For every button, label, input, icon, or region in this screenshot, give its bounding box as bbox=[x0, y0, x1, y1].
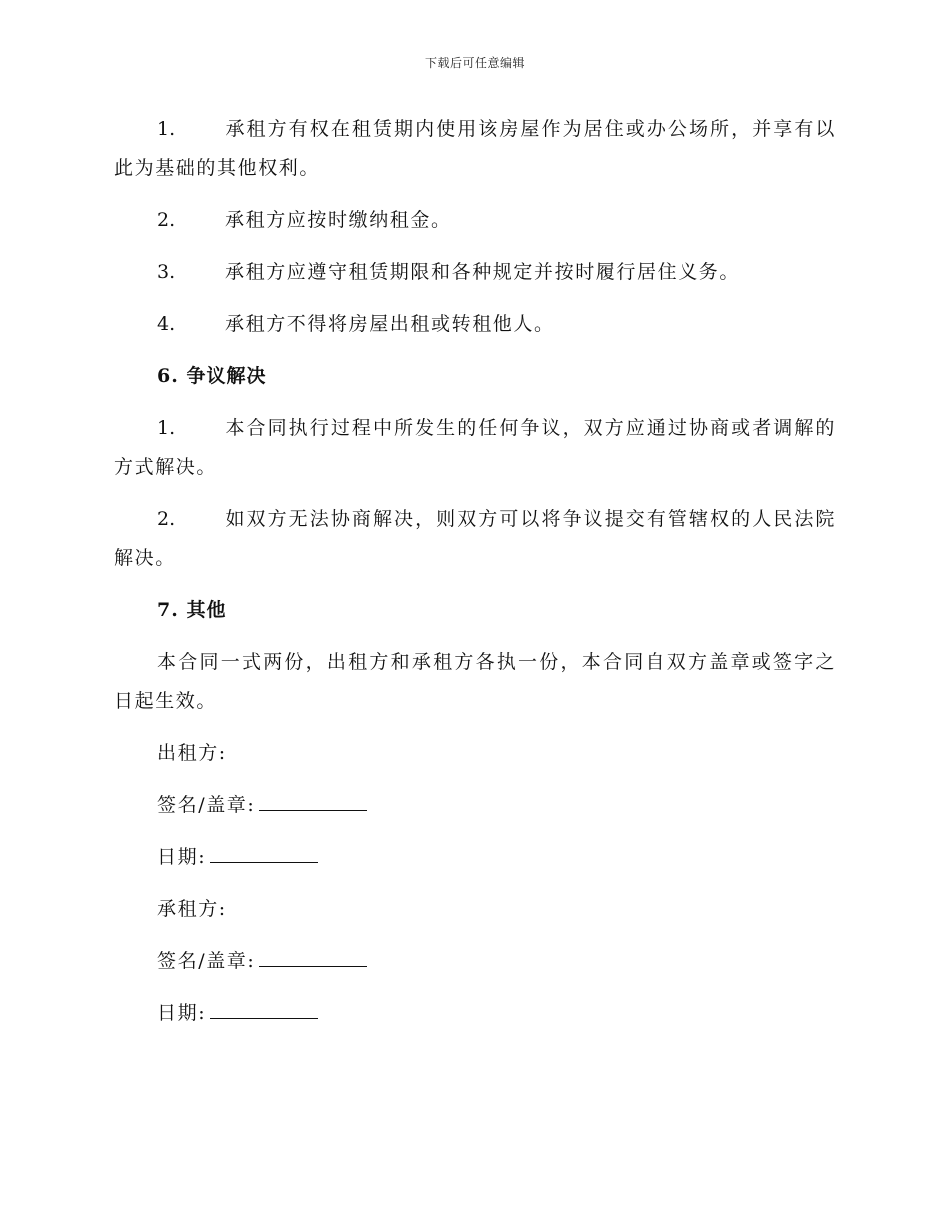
lessor-sign-label: 签名/盖章: bbox=[157, 794, 256, 816]
lessor-label-text: 出租方: bbox=[157, 742, 227, 764]
list-item bbox=[114, 409, 836, 487]
list-item bbox=[114, 305, 836, 344]
list-item-text: 承租方有权在租赁期内使用该房屋作为居住或办公场所，并享有以此为基础的其他权利。 bbox=[114, 118, 836, 179]
lessee-date-label: 日期: bbox=[157, 1002, 207, 1024]
list-item-text: 承租方不得将房屋出租或转租他人。 bbox=[225, 313, 555, 335]
lessor-sign-line bbox=[259, 790, 367, 811]
list-item bbox=[114, 110, 836, 188]
section-heading-other: 7. 其他 bbox=[157, 599, 227, 621]
lessee-sign-line bbox=[259, 946, 367, 967]
section-heading-dispute: 6. 争议解决 bbox=[157, 365, 267, 387]
list-item-text: 承租方应按时缴纳租金。 bbox=[225, 209, 452, 231]
lessor-date-line bbox=[210, 842, 318, 863]
list-item-number: 4. bbox=[157, 313, 176, 335]
list-item-number: 1. bbox=[157, 417, 176, 439]
paragraph-effective: 本合同一式两份，出租方和承租方各执一份，本合同自双方盖章或签字之日起生效。 bbox=[114, 651, 836, 712]
lessor-label bbox=[114, 734, 836, 773]
lessee-label bbox=[114, 890, 836, 929]
lessee-date-row bbox=[114, 994, 836, 1033]
lessor-sign-row bbox=[114, 786, 836, 825]
document-body bbox=[114, 110, 836, 1046]
lessee-date-line bbox=[210, 998, 318, 1019]
list-item-text: 本合同执行过程中所发生的任何争议，双方应通过协商或者调解的方式解决。 bbox=[114, 417, 836, 478]
list-item-number: 2. bbox=[157, 508, 176, 530]
lessor-date-row bbox=[114, 838, 836, 877]
list-item bbox=[114, 500, 836, 578]
lessee-sign-row bbox=[114, 942, 836, 981]
list-item-number: 2. bbox=[157, 209, 176, 231]
page-header: 下载后可任意编辑 bbox=[424, 56, 525, 70]
lessor-date-label: 日期: bbox=[157, 846, 207, 868]
list-item bbox=[114, 253, 836, 292]
list-item-number: 1. bbox=[157, 118, 176, 140]
list-item-text: 如双方无法协商解决，则双方可以将争议提交有管辖权的人民法院解决。 bbox=[114, 508, 836, 569]
list-item-text: 承租方应遵守租赁期限和各种规定并按时履行居住义务。 bbox=[225, 261, 741, 283]
lessee-label-text: 承租方: bbox=[157, 898, 227, 920]
list-item bbox=[114, 201, 836, 240]
list-item-number: 3. bbox=[157, 261, 176, 283]
lessee-sign-label: 签名/盖章: bbox=[157, 950, 256, 972]
